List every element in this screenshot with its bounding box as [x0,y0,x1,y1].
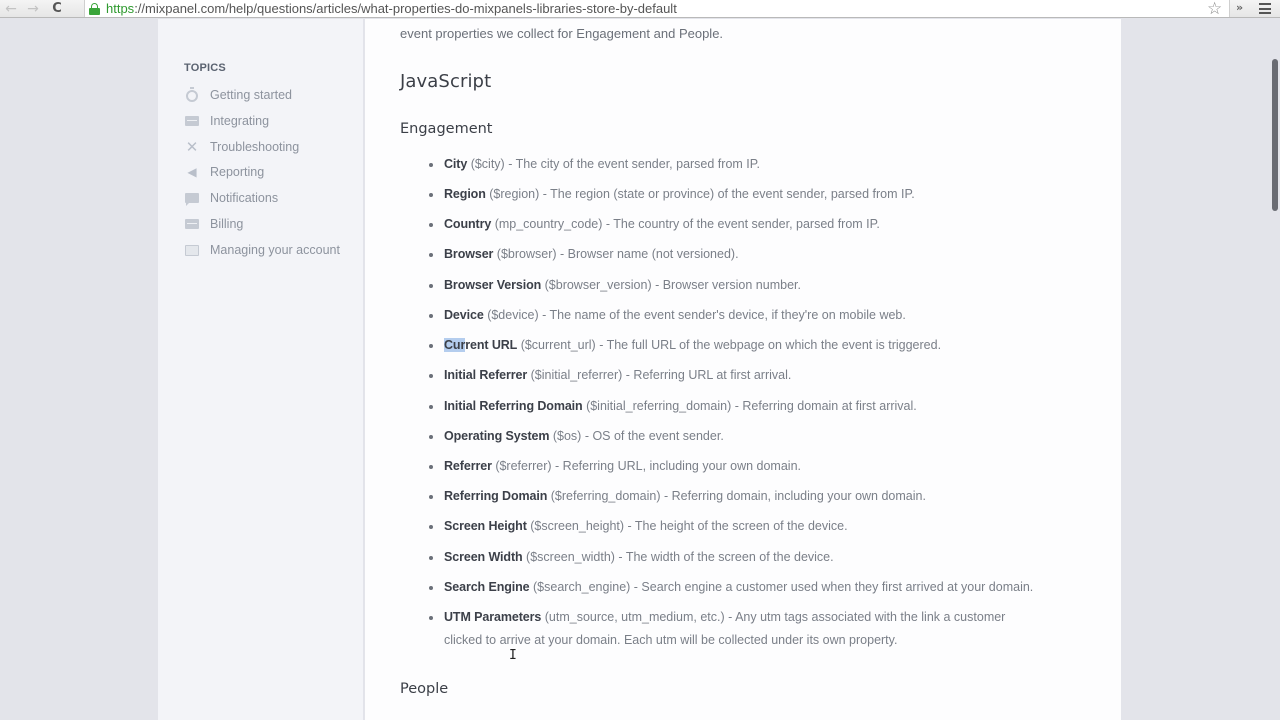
property-name: Country [444,217,492,231]
list-item [444,425,1074,448]
property-desc: ($screen_height) - The height of the screen of the device. [526,519,848,533]
sidebar-item-label: Integrating [210,114,270,128]
property-desc: ($browser_version) - Browser version number. [541,278,801,292]
heading-javascript: JavaScript [400,71,492,92]
property-name: Screen Height [444,519,527,533]
sidebar-item-managing-account[interactable] [184,240,340,260]
address-bar[interactable] [84,0,1230,17]
sidebar-item-getting-started[interactable] [184,85,292,105]
heading-engagement: Engagement [400,121,493,137]
property-name-current-url: Current URL [444,338,518,352]
page [0,19,1280,720]
list-item [444,515,1074,538]
stopwatch-icon [184,88,200,102]
topics-heading: TOPICS [184,62,226,74]
list-item [444,576,1074,599]
hamburger-menu-icon[interactable] [1259,3,1271,14]
url-scheme: https [106,1,135,16]
list-item [444,455,1074,478]
property-desc: ($referring_domain) - Referring domain, including your own domain. [547,489,926,503]
heading-people: People [400,681,449,697]
list-item [444,395,1074,418]
property-name: Screen Width [444,550,523,564]
list-item [444,364,1074,387]
property-name: Referring Domain [444,489,548,503]
property-name: Browser [444,247,494,261]
forward-arrow-icon: → [27,0,39,17]
sidebar-item-reporting[interactable] [184,162,264,182]
property-desc: ($browser) - Browser name (not versioned). [493,247,739,261]
property-name: City [444,157,468,171]
property-desc: (utm_source, utm_medium, etc.) - Any utm tags associated with the link a customer clicked to arrive at your domain. Each utm will be collected under its own property. [444,610,1006,647]
property-name: Initial Referrer [444,368,528,382]
property-name: Device [444,308,484,322]
list-item [444,213,1074,236]
sidebar-item-label: Getting started [210,88,292,102]
browser-toolbar [0,0,1280,18]
intro-paragraph: event properties we collect for Engagement and People. [400,26,724,41]
property-desc: ($referrer) - Referring URL, including your own domain. [491,459,801,473]
list-item [444,485,1074,508]
tools-icon: ✕ [185,138,199,156]
sidebar-item-billing[interactable] [184,214,243,234]
article-main [365,19,1121,720]
property-desc: ($city) - The city of the event sender, parsed from IP. [467,157,760,171]
reload-button[interactable] [44,0,70,18]
sidebar-item-integrating[interactable] [184,111,269,131]
list-item [444,546,1074,569]
text-cursor-ibeam-icon: I [509,648,517,663]
property-name: UTM Parameters [444,610,542,624]
property-desc: ($device) - The name of the event sender's device, if they're on mobile web. [483,308,906,322]
sidebar-item-label: Billing [210,217,244,231]
property-desc: ($search_engine) - Search engine a customer used when they first arrived at your domain. [529,580,1034,594]
property-desc: ($initial_referring_domain) - Referring domain at first arrival. [582,399,917,413]
back-arrow-icon: ← [5,0,17,17]
list-item [444,606,1044,652]
sidebar-item-label: Reporting [210,165,265,179]
sidebar-item-notifications[interactable] [184,188,278,208]
page-scrollbar[interactable] [1268,19,1280,720]
lock-icon[interactable] [89,3,100,15]
extensions-overflow-button[interactable]: » [1236,1,1244,14]
property-name: Operating System [444,429,550,443]
reload-icon: C [52,1,62,16]
list-item [444,304,1074,327]
bookmark-star-icon[interactable]: ☆ [1207,0,1223,19]
property-desc: ($os) - OS of the event sender. [549,429,724,443]
property-desc: ($screen_width) - The width of the screen of the device. [522,550,834,564]
back-button[interactable] [0,0,22,18]
account-card-icon [184,243,200,257]
scrollbar-thumb[interactable] [1272,59,1278,211]
sidebar-item-troubleshooting[interactable] [184,137,299,157]
forward-button[interactable] [22,0,44,18]
url-text[interactable] [106,1,677,16]
sidebar-item-label: Troubleshooting [210,140,300,154]
list-item [444,334,1074,357]
property-desc: ($region) - The region (state or province) of the event sender, parsed from IP. [485,187,915,201]
property-name: Search Engine [444,580,530,594]
list-item [444,183,1074,206]
sidebar-item-label: Notifications [210,191,279,205]
property-name: Browser Version [444,278,542,292]
megaphone-icon: ◀ [187,165,197,179]
property-desc: (mp_country_code) - The country of the event sender, parsed from IP. [491,217,880,231]
property-desc: ($initial_referrer) - Referring URL at first arrival. [527,368,792,382]
property-name: Initial Referring Domain [444,399,583,413]
chat-bubble-icon [184,191,200,205]
property-desc: ($current_url) - The full URL of the webpage on which the event is triggered. [517,338,942,352]
code-window-icon [184,114,200,128]
credit-card-icon [184,217,200,231]
list-item [444,243,1074,266]
url-path: ://mixpanel.com/help/questions/articles/what-properties-do-mixpanels-libraries-store-by-default [134,1,677,16]
topics-sidebar [158,19,364,720]
list-item [444,153,1074,176]
sidebar-item-label: Managing your account [210,243,340,257]
text-selection: Cur [444,338,466,352]
property-name: Region [444,187,486,201]
property-name: Referrer [444,459,492,473]
list-item [444,274,1074,297]
